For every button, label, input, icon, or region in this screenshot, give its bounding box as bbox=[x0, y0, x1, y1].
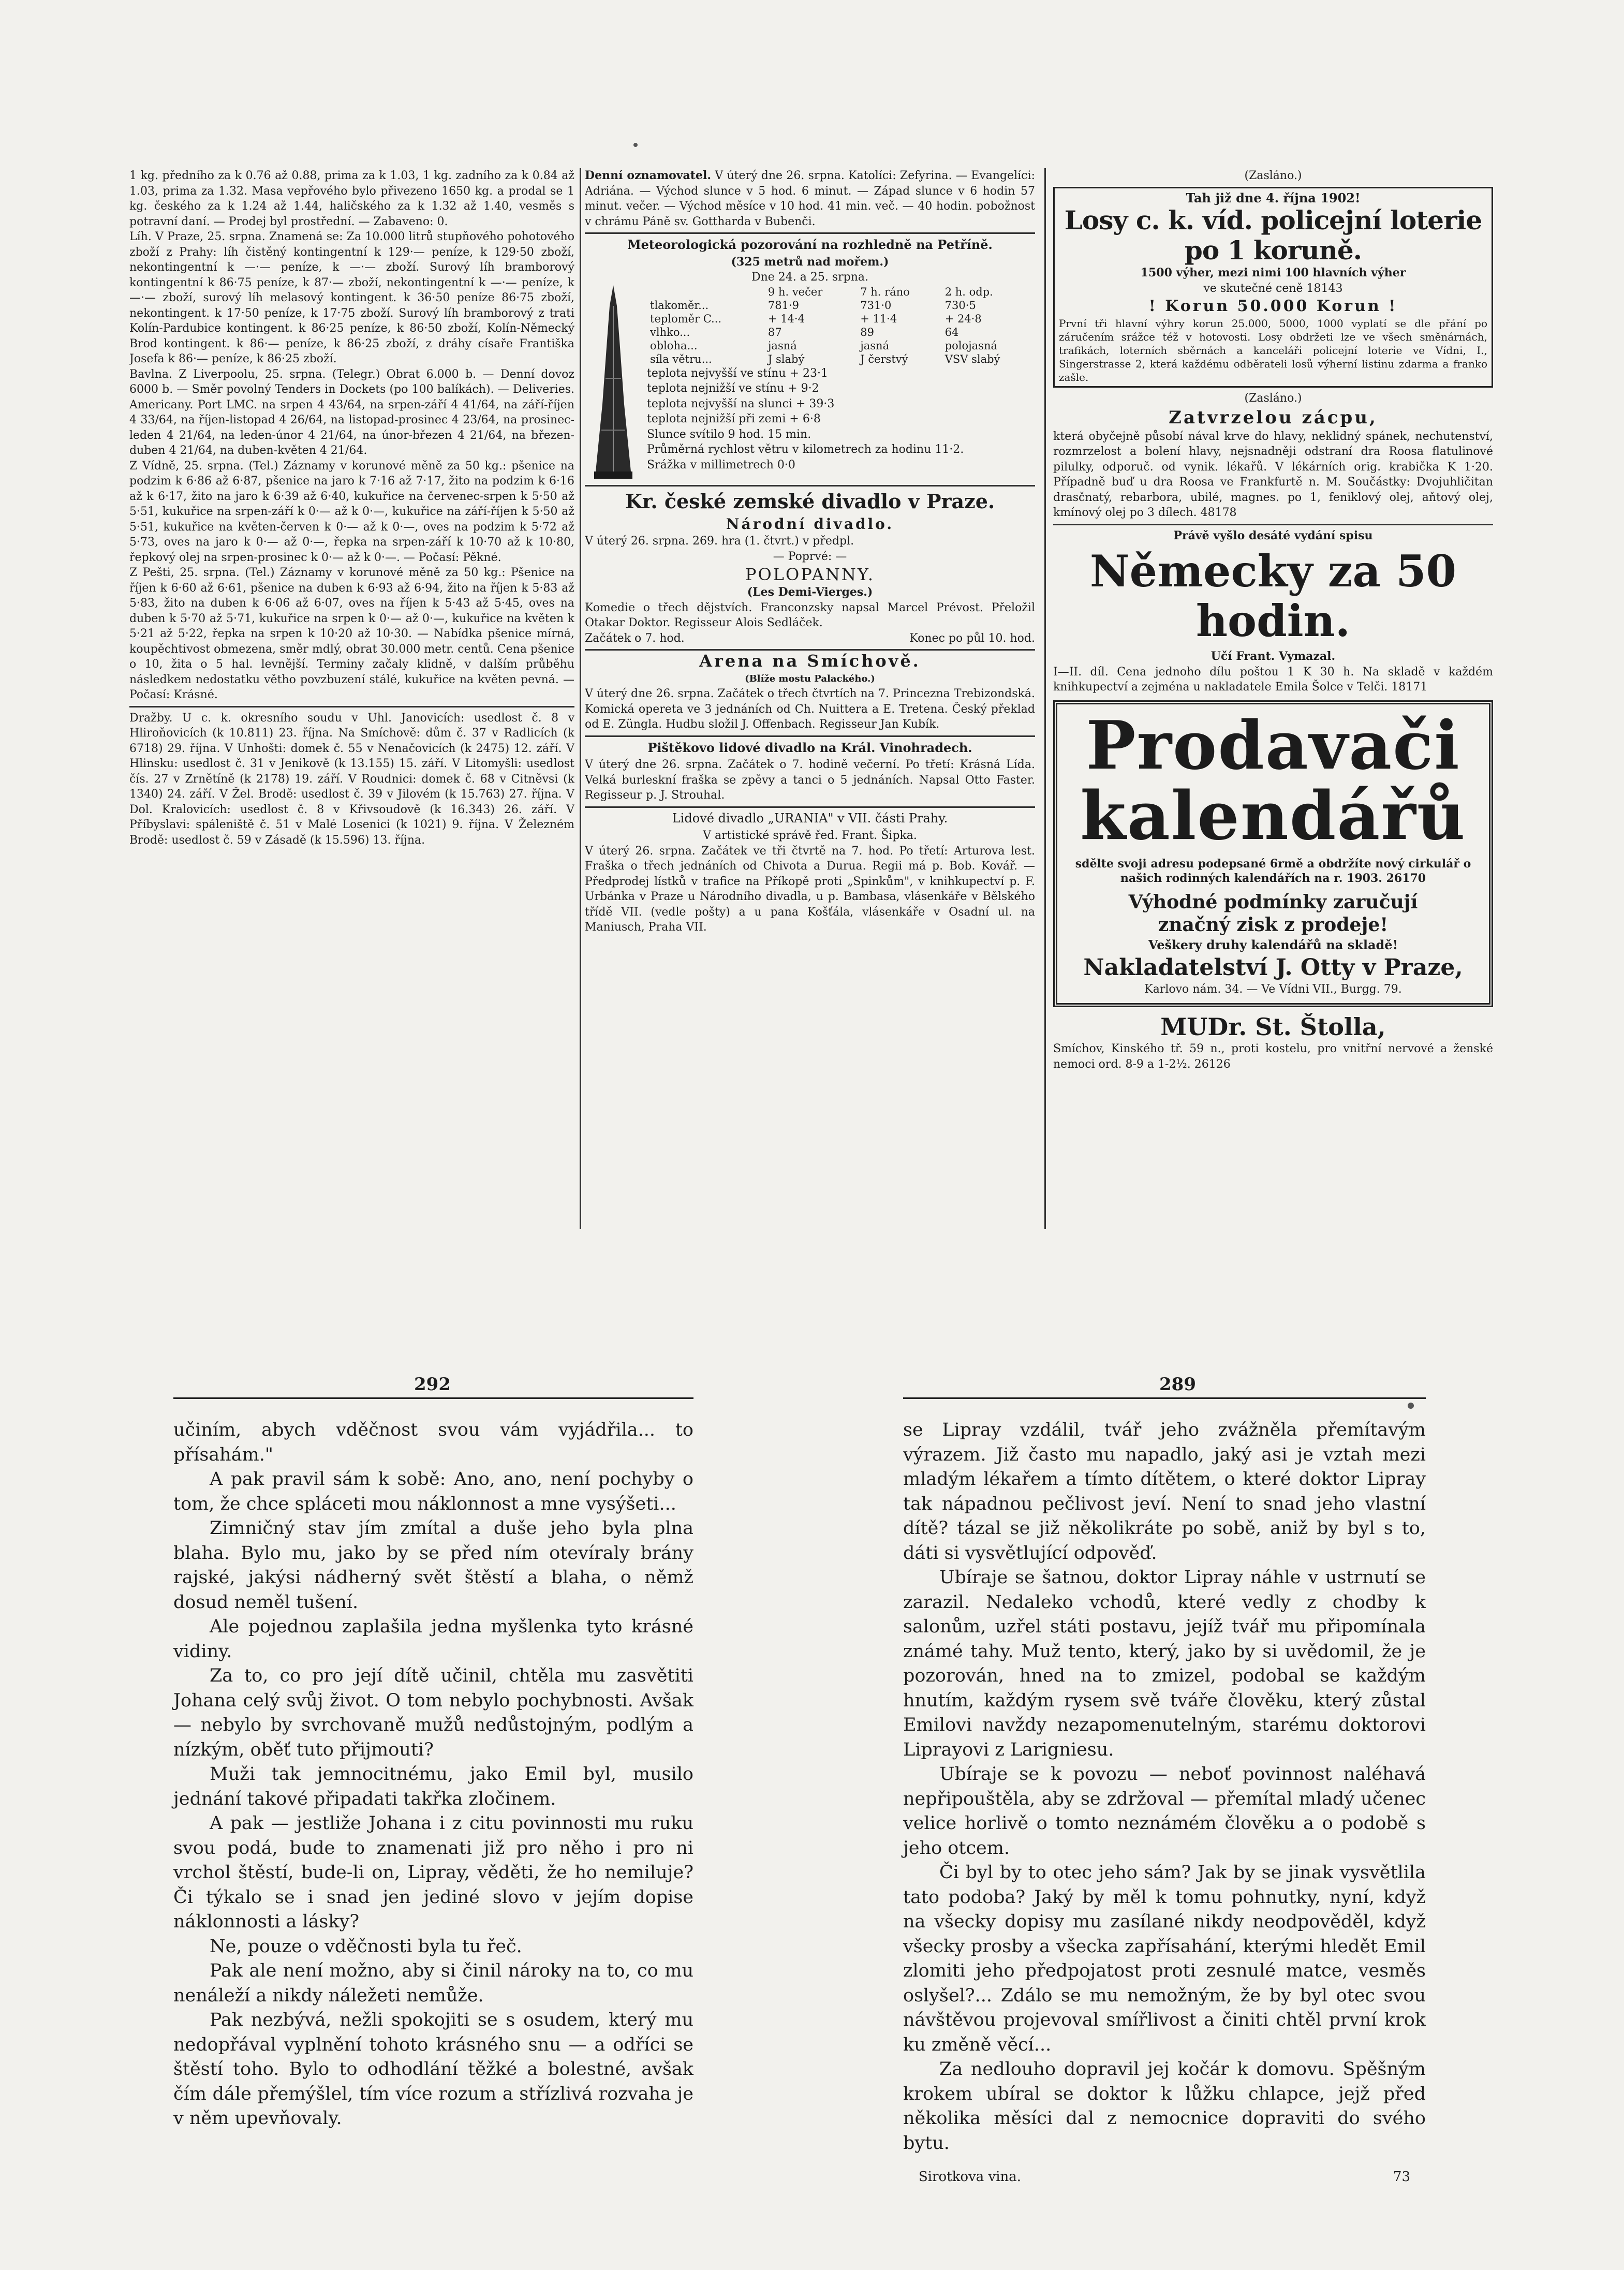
meteo-block bbox=[585, 285, 1035, 482]
lottery-line2: ve skutečné ceně 18143 bbox=[1203, 282, 1343, 295]
meteo-cell: 64 bbox=[944, 326, 959, 338]
meteo-cell: 781·9 bbox=[767, 299, 800, 312]
meteo-cell: polojasná bbox=[944, 339, 997, 352]
meteo-row bbox=[647, 326, 1035, 339]
meteo-cell: J slabý bbox=[767, 352, 805, 365]
meteo-cell: + 14·4 bbox=[767, 312, 805, 325]
theatre-date: V úterý 26. srpna. 269. hra (1. čtvrt.) v předpl. bbox=[585, 535, 854, 548]
page-footer bbox=[903, 2165, 1426, 2190]
meteo-cell: vlhko... bbox=[650, 326, 690, 338]
play-times bbox=[585, 631, 1035, 646]
divider bbox=[1053, 524, 1493, 525]
book-text: I—II. díl. Cena jednoho dílu poštou 1 K 30 h. Na skladě v každém knihkupectví a zejména u nakladatele Emila Šolce v Telči. 18171 bbox=[1053, 665, 1493, 694]
calendar-ad bbox=[1053, 700, 1493, 1008]
urania-text: V úterý 26. srpna. Začátek ve tři čtvrtě na 7. hod. Po třetí: Arturova lest. Fraška o třech jednáních od Chivota a Durua. Regii má p. Bob. Kovář. — Předprodej lístků v trafice na Příkopě proti „Spinkům", v knihkupectví p. F. Urbánka v Praze u Národního divadla, u p. Bambasa, vlásenkáře v Bělského třídě VII. (vedle pošty) a u pana Košťála, vlásenkáře v Osadní ul. na Maniusch, Praha VII. bbox=[585, 844, 1035, 934]
lottery-text: První tři hlavní výhry korun 25.000, 5000, 1000 vyplatí se dle přání po záručením srážce též v hotovosti. Losy obdržeti lze ve všech směnárnách, trafikách, loterních sběrnách a kanceláři policejní loterie ve Vídni, I., Singerstrasse 2, která každému odběrateli losů výherní listinu zdarma a franko zašle. bbox=[1059, 317, 1487, 384]
meteo-extra: teplota nejvyšší ve stínu + 23·1 bbox=[647, 366, 829, 380]
urania-title: Lidové divadlo „URANIA" v VII. části Prahy. bbox=[672, 810, 948, 826]
meteo-header: 9 h. večer bbox=[767, 285, 823, 298]
divider bbox=[585, 232, 1035, 234]
meteo-cell: 730·5 bbox=[944, 299, 976, 312]
story-paragraph: Ubíraje se k povozu — neboť povinnost naléhavá nepřipouštěla, aby se zdržoval — přemítal mladý učenec velice horlivě o tomto neznámém člověku a o podobě s jeho otcem. bbox=[903, 1764, 1426, 1859]
meteo-header bbox=[647, 285, 765, 299]
theatre-premiere: — Poprvé: — bbox=[773, 550, 847, 563]
urania-subtitle: V artistické správě řed. Frant. Šipka. bbox=[703, 829, 917, 842]
column-rule-1 bbox=[580, 168, 581, 1229]
calendar-ad-title: kalendářů bbox=[1080, 777, 1466, 855]
meteo-cell: obloha... bbox=[650, 339, 698, 352]
meteo-header: 7 h. ráno bbox=[860, 285, 910, 298]
constipation-text: která obyčejně působí nával krve do hlavy, neklidný spánek, nechutenství, rozmrzelost a bolení hlavy, nejsnadněji odstraní dra Roosa flatulinové pilulky, odporuč. od vynik. lékařů. V lékárních orig. krabička K 1·20. Případně buď u dra Roosa ve Frankfurtě n. M. Součástky: Dvojuhličitan drasčnatý, rebarbora, ubilé, magnes. po 1, feniklový olej, aňtový olej, kmínový olej po 3 dílech. 48178 bbox=[1053, 430, 1493, 519]
lottery-prize: ! Korun 50.000 Korun ! bbox=[1148, 297, 1398, 315]
meteo-cell: VSV slabý bbox=[944, 352, 1000, 365]
play-original-title: (Les Demi-Vierges.) bbox=[747, 585, 873, 599]
meteo-header-row bbox=[647, 285, 1035, 299]
meat-prices: 1 kg. předního za k 0.76 až 0.88, prima za k 1.03, 1 kg. zadního za k 0.84 až 1.03, prima za 1.32. Masa vepřového bylo přivezeno 1650 kg. a prodal se 1 kg. českého za k 1.24 až 1.44, haličského za k 1.32 až 1.40, vesměs s potravní daní. — Prodej byl prostřední. — Zabaveno: 0. bbox=[129, 169, 574, 228]
meteo-extra: Slunce svítilo 9 hod. 15 min. bbox=[647, 428, 811, 441]
meteo-cell: 731·0 bbox=[860, 299, 892, 312]
meteo-row bbox=[647, 339, 1035, 352]
story-paragraph: Ne, pouze o vděčnosti byla tu řeč. bbox=[210, 1936, 522, 1957]
arena-text: V úterý dne 26. srpna. Začátek o třech čtvrtích na 7. Princezna Trebizondská. Komická opereta ve 3 jednáních od Ch. Nuittera a E. Tretena. Český překlad od E. Züngla. Hudbu složil J. Offenbach. Regisseur Jan Kubík. bbox=[585, 687, 1035, 731]
meteo-subtitle: (325 metrů nad mořem.) bbox=[731, 255, 889, 269]
vienna-prices: Z Vídně, 25. srpna. (Tel.) Záznamy v korunové měně za 50 kg.: pšenice na podzim k 6·86 až 6·87, pšenice na jaro k 7·16 až 7·17, žito na podzim k 6·16 až k 6·17, žito na jaro k 6·39 až 6·40, kukuřice na červenec-srpen k 5·50 až 5·51, kukuřice na srpen-září k 0·— až k 0·—, kukuřice na září-říjen k 5·50 až 5·51, kukuřice na květen-červen k 0·— až k 0·—, oves na podzim k 5·72 až 5·73, oves na jaro k 0·— až 0·—, řepka na srpen-září k 10·70 až k 10·80, řepkový olej na srpen-prosinec k 0·— až k 0·—. — Počasí: Pěkné. bbox=[129, 459, 574, 564]
meteo-cell: 89 bbox=[860, 326, 874, 338]
calendar-ad-stock: Veškery druhy kalendářů na skladě! bbox=[1148, 937, 1398, 952]
market-report-column bbox=[129, 168, 574, 1224]
meteo-cell: síla větru... bbox=[650, 352, 712, 365]
play-end: Konec po půl 10. hod. bbox=[909, 631, 1035, 645]
theatre-subtitle: Národní divadlo. bbox=[726, 515, 894, 533]
book-title: Německy za 50 hodin. bbox=[1089, 546, 1457, 646]
divider bbox=[585, 735, 1035, 737]
story-paragraph: Muži tak jemnocitnému, jako Emil byl, musilo jednání takové připadati takřka zločinem. bbox=[173, 1764, 693, 1809]
daily-notice-text: V úterý dne 26. srpna. Katolíci: Zefyrina. — Evangelíci: Adriána. — Východ slunce v 5 hod. 6 minut. — Západ slunce v 6 hodin 57 minut. večer. — Východ měsíce v 10 hod. 41 min. več. — 40 hodin. pobožnost v chrámu Páně sv. Gottharda v Bubenči. bbox=[585, 169, 1035, 228]
meteo-cell: jasná bbox=[860, 339, 890, 352]
signature-number: 73 bbox=[1393, 2169, 1410, 2185]
meteo-extra: teplota nejvyšší na slunci + 39·3 bbox=[647, 397, 835, 410]
story-paragraph: Za nedlouho dopravil jej kočár k domovu. Spěšným krokem ubíral se doktor k lůžku chlapce, jejž před několika měsíci dal z nemocnice dopraviti do svého bytu. bbox=[903, 2059, 1426, 2154]
meteo-row bbox=[647, 352, 1035, 366]
story-paragraph: Ale pojednou zaplašila jedna myšlenka tyto krásné vidiny. bbox=[173, 1616, 693, 1662]
page-number-right: 289 bbox=[1159, 1374, 1196, 1395]
divider bbox=[585, 485, 1035, 487]
story-paragraph: Za to, co pro její dítě učinil, chtěla mu zasvětiti Johana celý svůj život. O tom nebylo pochybnosti. Avšak — nebylo by svrchovaně mužů nedůstojným, podlým a nízkým, oběť tuto přijmouti? bbox=[173, 1665, 693, 1760]
arena-title: Arena na Smíchově. bbox=[699, 651, 921, 671]
book-announce: Právě vyšlo desáté vydání spisu bbox=[1173, 528, 1373, 542]
daily-notice-title: Denní oznamovatel. bbox=[585, 169, 711, 182]
lottery-date: Tah již dne 4. října 1902! bbox=[1186, 190, 1361, 205]
meteo-extra: teplota nejnižší při zemi + 6·8 bbox=[647, 412, 821, 425]
calendar-ad-offer: značný zisk z prodeje! bbox=[1158, 913, 1389, 936]
arena-subtitle: (Blíže mostu Palackého.) bbox=[745, 673, 875, 684]
theatre-title: Kr. české zemské divadlo v Praze. bbox=[625, 489, 995, 513]
page-number-left: 292 bbox=[414, 1374, 451, 1395]
advertisement-column bbox=[1053, 168, 1493, 1240]
calendar-ad-text: sdělte svoji adresu podepsané 6rmě a obdržíte nový cirkulář o našich rodinných kalendářích na r. 1903. 26170 bbox=[1075, 857, 1471, 885]
meteo-cell: tlakoměr... bbox=[650, 299, 709, 312]
zaslano-label: (Zasláno.) bbox=[1244, 169, 1302, 182]
spirit-prices: Líh. V Praze, 25. srpna. Znamená se: Za 10.000 litrů stupňového pohotového zboží z Prahy: líh čistěný kontingentní k 129·— peníze, k 129·50 zboží, nekontingentní k —·— peníze, k —·— zboží. Surový líh bramborový kontingentní k 86·75 peníze, k 87·— zboží, nekontingentní k —·— peníze, k —·— zboží, surový líh melasový kontingent. k 36·50 peníze 86·75 zboží, nekontingent. k 17·50 peníze, k 17·75 zboží. Surový líh bramborový z trati Kolín-Pardubice kontingent. k 86·25 peníze, k 86·50 zboží, Kolín-Německý Brod kontingent. k 86·— peníze, k 86·25 zboží, z dráhy císaře Františka Josefa k 86·— peníze, k 86·25 zboží. bbox=[129, 230, 574, 365]
pest-prices: Z Pešti, 25. srpna. (Tel.) Záznamy v korunové měně za 50 kg.: Pšenice na říjen k 6·60 až 6·61, pšenice na duben k 6·93 až 6·94, žito na říjen k 5·83 až 5·83, žito na duben k 6·06 až 6·07, oves na říjen k 5·43 až 5·45, oves na duben k 5·70 až 5·71, kukuřice na srpen k 0·— až 0·—, kukuřice na květen k 5·21 až 5·22, řepka na srpen k 10·20 až 10·30. — Nabídka pšenice mírná, koupěchtivost obmezena, směr mdlý, obrat 30.000 metr. centů. Cena pšenice o 10, žita o 5 hal. levnější. Terminy začaly klidně, v dalším průběhu následkem nedostatku větho povzbuzení stálé, kukuřice na květen pevná. — Počasí: Krásné. bbox=[129, 566, 574, 701]
novel-page-right bbox=[903, 1418, 1426, 2190]
story-paragraph: Pak nezbývá, nežli spokojiti se s osudem, který mu nedopřával vyplnění tohoto krásného snu — a odříci se štěstí toho. Bylo to odhodlání těžké a bolestné, avšak čím dále přemýšlel, tím více rozum a střízlivá rozvaha je v něm upevňovaly. bbox=[173, 2010, 693, 2129]
story-paragraph: A pak pravil sám k sobě: Ano, ano, není pochyby o tom, že chce spláceti mou náklonnost a mne vysýšeti... bbox=[173, 1469, 693, 1514]
daily-info-column bbox=[585, 168, 1035, 1224]
calendar-ad-title: Prodavači bbox=[1086, 706, 1460, 785]
meteo-cell: J čerstvý bbox=[860, 352, 908, 365]
doctor-title: MUDr. St. Štolla, bbox=[1160, 1013, 1386, 1041]
book-author: Učí Frant. Vymazal. bbox=[1210, 650, 1336, 663]
meteo-date: Dne 24. a 25. srpna. bbox=[751, 271, 869, 284]
story-paragraph: Pak ale není možno, aby si činil nároky na to, co mu nenáleží a nikdy náležeti nemůže. bbox=[173, 1961, 693, 2006]
meteo-cell: 87 bbox=[767, 326, 782, 338]
page-rule-right bbox=[903, 1397, 1426, 1399]
meteo-header: 2 h. odp. bbox=[944, 285, 993, 298]
page-rule-left bbox=[173, 1397, 693, 1399]
lottery-title: Losy c. k. víd. policejní loterie po 1 koruně. bbox=[1064, 205, 1482, 266]
novel-page-left bbox=[173, 1418, 693, 2131]
piskovo-text: V úterý dne 26. srpna. Začátek o 7. hodině večerní. Po třetí: Krásná Lída. Velká burleskní fraška se zpěvy a tanci o 5 jednáních. Napsal Otto Faster. Regisseur p. J. Strouhal. bbox=[585, 758, 1035, 802]
print-dot bbox=[1408, 1403, 1414, 1409]
meteo-row bbox=[647, 299, 1035, 312]
cotton-prices: Bavlna. Z Liverpoolu, 25. srpna. (Telegr.) Obrat 6.000 b. — Denní dovoz 6000 b. — Směr povolný Tenders in Dockets (po 100 balíkách). — Deliveries. Americany. Port LMC. na srpen 4 43/64, na srpen-září 4 41/64, na září-říjen 4 33/64, na říjen-listopad 4 26/64, na listopad-prosinec 4 23/64, na prosinec-leden 4 21/64, na leden-únor 4 21/64, na únor-březen 4 21/64, na březen-duben 4 21/64, na duben-květen 4 21/64. bbox=[129, 367, 574, 457]
divider bbox=[129, 706, 574, 707]
meteo-extra: Srážka v millimetrech 0·0 bbox=[647, 458, 795, 471]
doctor-text: Smíchov, Kinského tř. 59 n., proti kostelu, pro vnitřní nervové a ženské nemoci ord. 8-9 a 1-2½. 26126 bbox=[1053, 1042, 1493, 1071]
divider bbox=[585, 649, 1035, 651]
book-footer-title: Sirotkova vina. bbox=[919, 2169, 1022, 2185]
calendar-ad-offer: Výhodné podmínky zaručují bbox=[1128, 891, 1418, 913]
publisher-name: Nakladatelství J. Otty v Praze, bbox=[1083, 954, 1463, 981]
play-description: Komedie o třech dějstvích. Franconzsky napsal Marcel Prévost. Přeložil Otakar Doktor. Regisseur Alois Sedláček. bbox=[585, 601, 1035, 629]
meteo-extra: Průměrná rychlost větru v kilometrech za hodinu 11·2. bbox=[647, 443, 964, 456]
meteo-cell: + 11·4 bbox=[860, 312, 897, 325]
column-rule-2 bbox=[1044, 168, 1046, 1229]
meteo-extra: teplota nejnižší ve stínu + 9·2 bbox=[647, 382, 819, 395]
story-paragraph: Ubíraje se šatnou, doktor Lipray náhle v ustrnutí se zarazil. Nedaleko vchodů, které vedly z chodby k salonům, uzřel státi postavu, jejíž tvář mu připomínala známé tahy. Muž tento, který, jako by si uvědomil, že je pozorován, hned na to zmizel, podobal se každým hnutím, každým rysem svě tváře člověku, který zůstal Emilovi navždy nezapomenutelným, starému doktorovi Liprayovi z Larigniesu. bbox=[903, 1567, 1426, 1760]
play-title: POLOPANNY. bbox=[745, 565, 875, 584]
print-dot bbox=[633, 143, 638, 147]
auctions: Dražby. U c. k. okresního soudu v Uhl. Janovicích: usedlost č. 8 v Hliroňovicích (k 10.811) 23. října. Na Smíchově: dům č. 37 v Radlicích (k 6718) 29. října. V Unhošti: domek č. 55 v Nenačovicích (k 2475) 12. září. V Hlinsku: usedlost č. 31 v Jenikově (k 13.155) 15. září. V Litomyšli: usedlost čís. 27 v Zrnětíně (k 2178) 19. září. V Roudnici: domek č. 68 v Citněvsi (k 1340) 24. září. V Žel. Brodě: usedlost č. 39 v Jilovém (k 15.763) 27. října. V Dol. Kralovicích: usedlost č. 8 v Křivsoudově (k 16.343) 26. září. V Příbyslavi: spáleniště č. 51 v Malé Losenici (k 1021) 9. října. V Železném Brodě: usedlost č. 59 v Zásadě (k 15.596) 13. října. bbox=[129, 711, 574, 847]
lottery-line: 1500 výher, mezi nimi 100 hlavních výher bbox=[1140, 266, 1406, 279]
story-paragraph: A pak — jestliže Johana i z citu povinnosti mu ruku svou podá, bude to znamenati již pro něho i pro ni vrchol štěstí, bude-li on, Lipray, věděti, že ho nemiluje? Či týkalo se i snad jen jediné slovo v jejím dopise náklonnosti a lásky? bbox=[173, 1813, 693, 1932]
meteo-cell: jasná bbox=[767, 339, 797, 352]
divider bbox=[585, 806, 1035, 808]
story-paragraph: Či byl by to otec jeho sám? Jak by se jinak vysvětlila tato podoba? Jaký by měl k tomu pohnutky, nyní, když na všecky dopisy mu zasílané nikdy neodpověděl, když všecky prosby a všecka zapřísahání, kterými hledět Emil zlomiti jeho předpojatost proti zesnulé matce, vesměs oslyšel?... Zdálo se mu nemožným, že by byl otec svou návštěvou projevoval smířlivost a činiti chtěl první krok ku změně věcí... bbox=[903, 1862, 1426, 2055]
play-start: Začátek o 7. hod. bbox=[585, 631, 685, 645]
zaslano-label: (Zasláno.) bbox=[1244, 392, 1302, 405]
petrin-tower-image bbox=[585, 285, 642, 482]
piskovo-title: Pištěkovo lidové divadlo na Král. Vinohradech. bbox=[647, 740, 972, 755]
story-paragraph: Zimničný stav jím zmítal a duše jeho byla plna blaha. Bylo mu, jako by se před ním otevíraly brány rajské, jakýsi nádherný svět štěstí a blaha, o němž dosud neměl tušení. bbox=[173, 1518, 693, 1613]
story-paragraph: učiním, abych vděčnost svou vám vyjádřila... to přísahám." bbox=[173, 1420, 693, 1465]
story-paragraph: se Lipray vzdálil, tvář jeho zvážněla přemítavým výrazem. Již často mu napadlo, jaký asi je vztah mezi mladým lékařem a tímto dítětem, o které doktor Lipray tak nápadnou pečlivost jeví. Není to snad jeho vlastní dítě? tázal se již několikráte po sobě, aniž by byl s to, dáti si vysvětlující odpověď. bbox=[903, 1420, 1426, 1564]
meteo-title: Meteorologická pozorování na rozhledně na Petříně. bbox=[627, 237, 993, 252]
constipation-title: Zatvrzelou zácpu, bbox=[1169, 407, 1378, 428]
meteo-cell: teploměr C... bbox=[650, 312, 722, 325]
meteo-cell: + 24·8 bbox=[944, 312, 982, 325]
lottery-ad bbox=[1053, 187, 1493, 388]
meteo-table bbox=[647, 285, 1035, 366]
meteo-row bbox=[647, 312, 1035, 326]
publisher-address: Karlovo nám. 34. — Ve Vídni VII., Burgg. 79. bbox=[1144, 982, 1402, 996]
